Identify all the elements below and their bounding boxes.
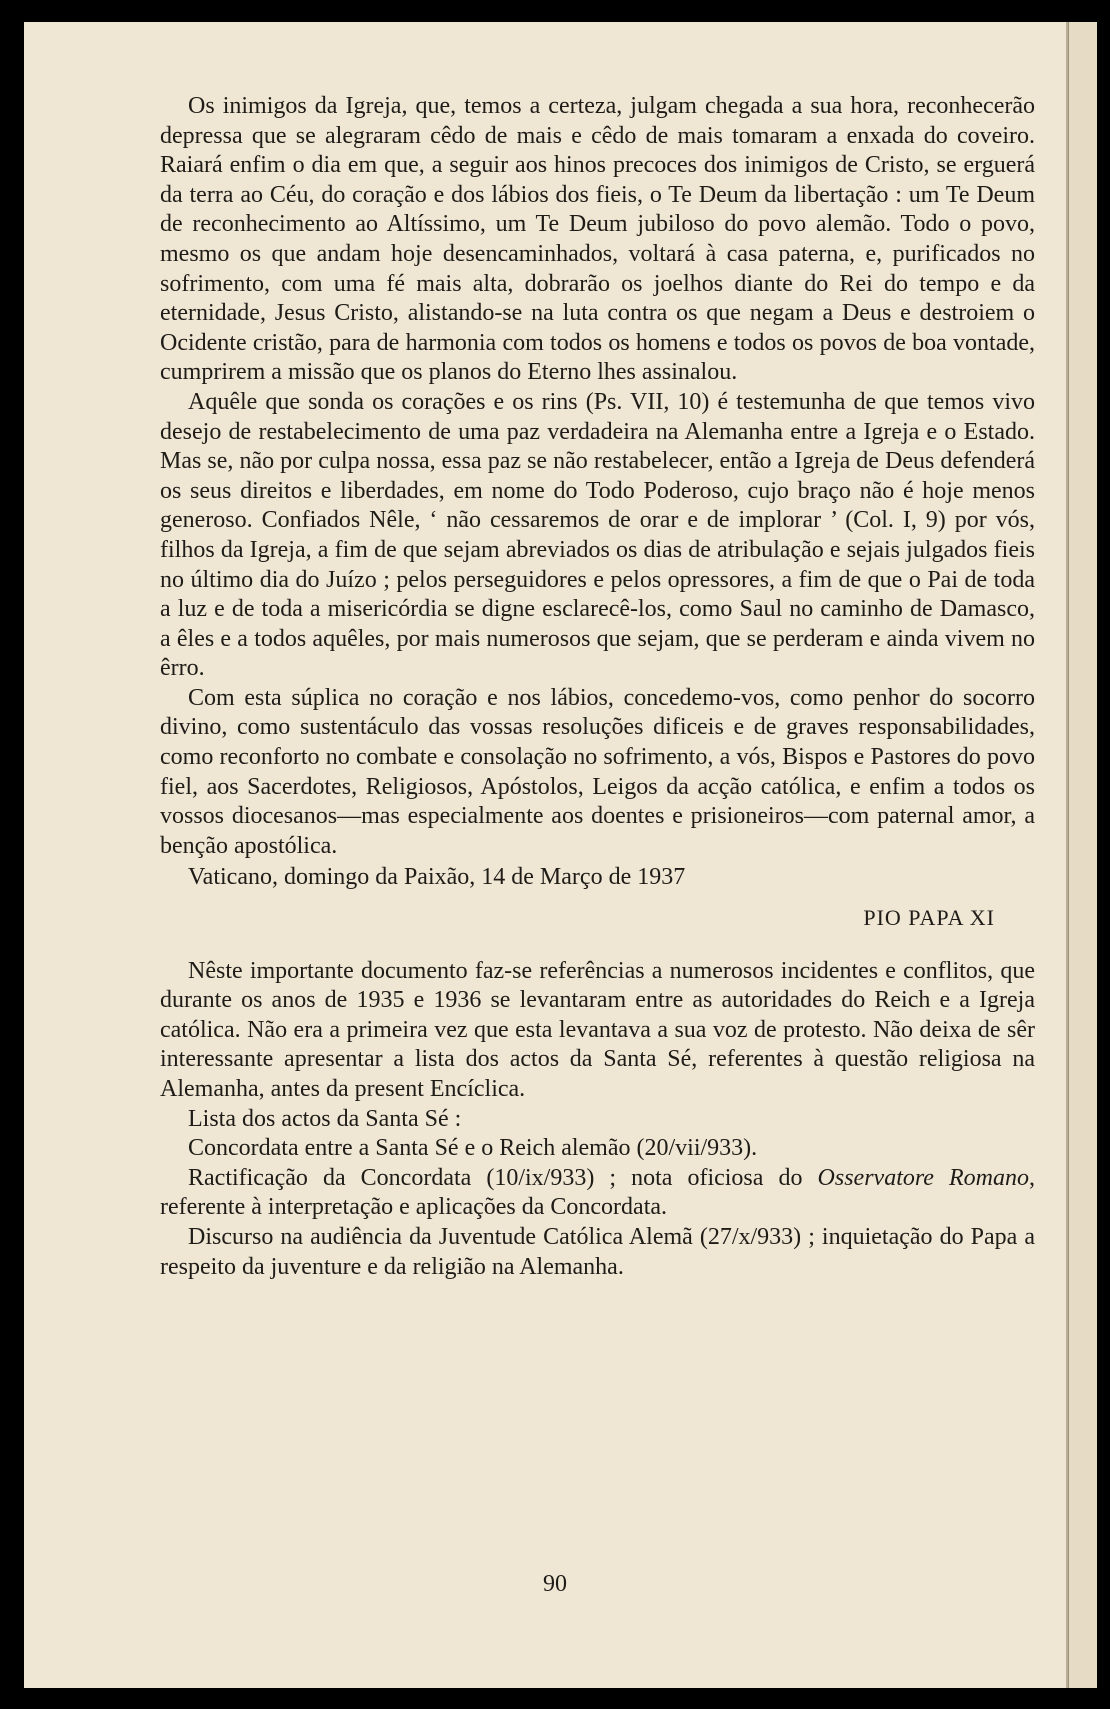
document-body <box>160 92 1035 1282</box>
signature: PIO PAPA XI <box>863 905 995 931</box>
list-item-text: , referente à interpretação e aplicações da Concordata. <box>160 1164 1035 1221</box>
newspaper-title: Osservatore Romano <box>817 1164 1029 1191</box>
list-item <box>160 1164 1035 1223</box>
paragraph-peace-church-state: Aquêle que sonda os corações e os rins (Ps. VII, 10) é testemunha de que temos vivo desejo de restabelecimento de uma paz verdadeira na Alemanha entre a Igreja e o Estado. Mas se, não por culpa nossa, essa paz se não restabelecer, então a Igreja de Deus defenderá os seus direitos e liberdades, em nome do Todo Poderoso, cujo braço não é hoje menos generoso. Confiados Nêle, ‘ não cessaremos de orar e de implorar ’ (Col. I, 9) por vós, filhos da Igreja, a fim de que sejam abreviados os dias de atribulação e sejais julgados fieis no último dia do Juízo ; pelos perseguidores e pelos opressores, a fim de que o Pai de toda a luz e de toda a misericórdia se digne esclarecê-los, como Saul no caminho de Damasco, a êles e a todos aquêles, por mais numerosos que sejam, que se perderam e ainda vivem no êrro. <box>160 388 1035 682</box>
paragraph-enemies-of-church: Os inimigos da Igreja, que, temos a certeza, julgam chegada a sua hora, reconhecerão depressa que se alegraram cêdo de mais e cêdo de mais tomaram a enxada do coveiro. Raiará enfim o dia em que, a seguir aos hinos precoces dos inimigos de Cristo, se erguerá da terra ao Céu, do coração e dos lábios dos fieis, o Te Deum da libertação : um Te Deum de reconhecimento ao Altíssimo, um Te Deum jubiloso do povo alemão. Todo o povo, mesmo os que andam hoje desencaminhados, voltará à casa paterna, e, purificados no sofrimento, com uma fé mais alta, dobrarão os joelhos diante do Rei do tempo e da eternidade, Jesus Cristo, alistando-se na luta contra os que negam a Deus e destroiem o Ocidente cristão, para de harmonia com todos os homens e todos os povos de boa vontade, cumprirem a missão que os planos do Eterno lhes assinalou. <box>160 93 1035 386</box>
page-number: 90 <box>543 1571 567 1597</box>
paragraph-editorial-note: Nêste importante documento faz-se referências a numerosos incidentes e conflitos, que durante os anos de 1935 e 1936 se levantaram entre as autoridades do Reich e a Igreja católica. Não era a primeira vez que esta levantava a sua voz de protesto. Não deixa de sêr interessante apresentar a lista dos actos da Santa Sé, referentes à questão religiosa na Alemanha, antes da present Encíclica. <box>160 957 1035 1102</box>
adjacent-page-edge <box>1068 22 1097 1688</box>
list-item: Concordata entre a Santa Sé e o Reich alemão (20/vii/933). <box>188 1135 758 1162</box>
list-item-text: Ractificação da Concordata (10/ix/933) ; nota oficiosa do <box>188 1164 818 1191</box>
list-heading: Lista dos actos da Santa Sé : <box>188 1105 462 1132</box>
list-item: Discurso na audiência da Juventude Católica Alemã (27/x/933) ; inquietação do Papa a respeito da juventure e da religião na Alemanha. <box>160 1223 1035 1280</box>
paragraph-apostolic-blessing: Com esta súplica no coração e nos lábios, concedemo-vos, como penhor do socorro divino, como sustentáculo das vossas resoluções dificeis e de graves responsabilidades, como reconforto no combate e consolação no sofrimento, a vós, Bispos e Pastores do povo fiel, aos Sacerdotes, Religiosos, Apóstolos, Leigos da acção católica, e enfim a todos os vossos diocesanos—mas especialmente aos doentes e prisioneiros—com paternal amor, a benção apostólica. <box>160 684 1035 859</box>
dateline: Vaticano, domingo da Paixão, 14 de Março de 1937 <box>188 864 686 891</box>
